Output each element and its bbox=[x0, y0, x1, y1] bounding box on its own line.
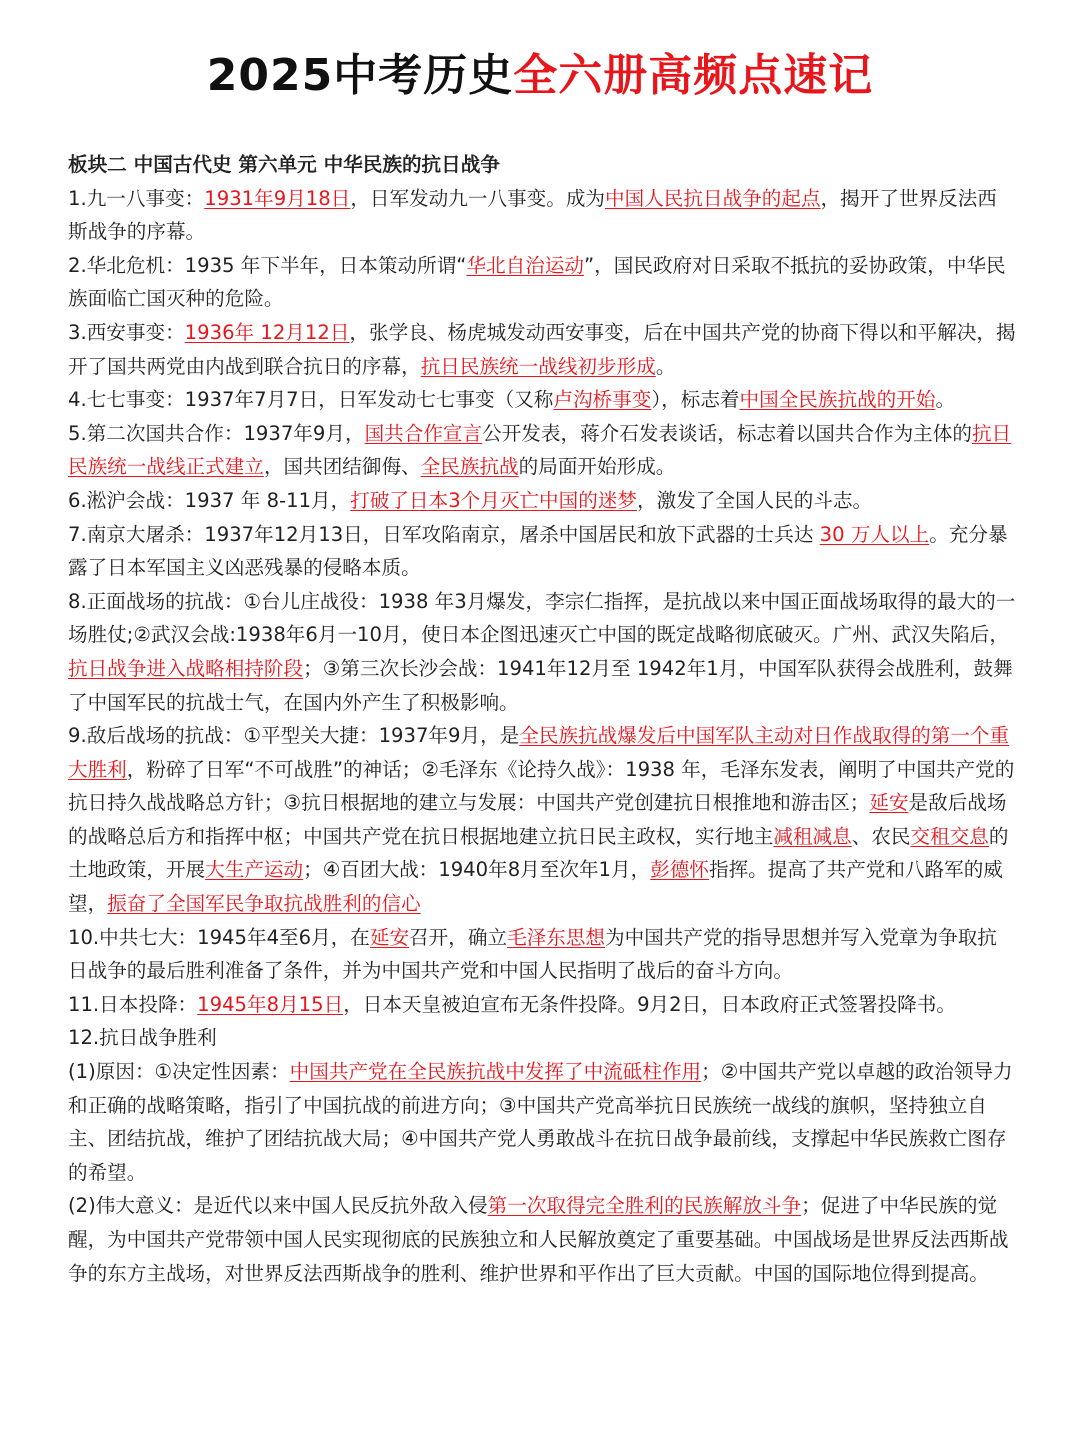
knowledge-point bbox=[68, 1021, 1016, 1055]
point-text: ，激发了全国人民的斗志。 bbox=[637, 488, 873, 512]
key-term-highlight: 1945年8月15日 bbox=[197, 992, 344, 1016]
key-term-highlight: 全民族抗战 bbox=[420, 455, 519, 479]
knowledge-point bbox=[68, 1055, 1016, 1189]
knowledge-point bbox=[68, 417, 1016, 484]
key-term-highlight: 延安 bbox=[369, 925, 410, 949]
title-highlight: 全六册高频点速记 bbox=[513, 50, 874, 101]
point-text: ，日本天皇被迫宣布无条件投降。9月2日，日本政府正式签署投降书。 bbox=[343, 992, 956, 1016]
point-text: 的局面开始形成。 bbox=[518, 455, 676, 479]
point-text: (2)伟大意义：是近代以来中国人民反抗外敌入侵 bbox=[68, 1194, 488, 1218]
knowledge-point bbox=[68, 988, 1016, 1022]
key-term-highlight: 第一次取得完全胜利的民族解放斗争 bbox=[487, 1194, 802, 1218]
knowledge-point bbox=[68, 1189, 1016, 1290]
page-title bbox=[0, 40, 1080, 112]
key-term-highlight: 打破了日本3个月灭亡中国的迷梦 bbox=[350, 488, 638, 512]
point-text: 3.西安事变： bbox=[68, 320, 185, 344]
key-term-highlight: 延安 bbox=[869, 791, 909, 815]
section-heading: 板块二 中国古代史 第六单元 中华民族的抗日战争 bbox=[68, 153, 500, 176]
key-term-highlight: 中国人民抗日战争的起点 bbox=[605, 186, 821, 210]
key-term-highlight: 彭德怀 bbox=[650, 858, 709, 882]
knowledge-point bbox=[68, 921, 1016, 988]
point-text: 是敌后战场的战略总后方和指挥中枢；中国共产党在抗日根据地建立抗日民主政权，实行地主 bbox=[68, 791, 1007, 848]
point-text: 6.淞沪会战：1937 年 8-11月， bbox=[68, 488, 351, 512]
point-text: ，揭开了世界反法西斯战争的序幕。 bbox=[68, 186, 997, 244]
point-text: 1.九一八事变： bbox=[68, 186, 205, 210]
point-text: ；②中国共产党以卓越的政治领导力和正确的战略策略，指引了中国抗战的前进方向；③中国共产党高举抗日民族统一战线的旗帜，坚持独立自主、团结抗战，维护了团结抗战大局；④中国共产党人勇敢战斗在抗日战争最前线，支撑起中华民族救亡图存的希望。 bbox=[68, 1060, 1013, 1184]
point-text: 为中国共产党的指导思想并写入党章为争取抗日战争的最后胜利准备了条件，并为中国共产党和中国人民指明了战后的奋斗方向。 bbox=[68, 925, 997, 983]
key-term-highlight: 国共合作宣言 bbox=[364, 421, 483, 445]
key-term-highlight: 华北自治运动 bbox=[466, 253, 585, 277]
key-term-highlight: 大生产运动 bbox=[205, 858, 304, 882]
point-text: 、农民 bbox=[851, 824, 911, 848]
point-text: 公开发表，蒋介石发表谈话，标志着以国共合作为主体的 bbox=[482, 421, 972, 445]
point-text: 。 bbox=[935, 388, 956, 412]
knowledge-point bbox=[68, 316, 1016, 383]
title-prefix: 2025中考历史 bbox=[206, 50, 514, 101]
point-text: 指挥。提高了共产党和八路军的威望， bbox=[68, 858, 1003, 916]
knowledge-point bbox=[68, 719, 1016, 921]
key-term-highlight: 1936年 12月12日 bbox=[184, 320, 350, 344]
key-term-highlight: 交租交息 bbox=[910, 824, 989, 848]
knowledge-point bbox=[68, 585, 1016, 719]
point-text: ，国共团结御侮、 bbox=[263, 455, 421, 479]
key-term-highlight: 1931年9月18日 bbox=[204, 186, 351, 210]
point-text: 4.七七事变：1937年7月7日，日军发动七七事变（又称 bbox=[68, 388, 554, 412]
key-term-highlight: 振奋了全国军民争取抗战胜利的信心 bbox=[107, 892, 421, 916]
point-text: ，张学良、杨虎城发动西安事变，后在中国共产党的协商下得以和平解决，揭开了国共两党由内战到联合抗日的序幕， bbox=[68, 320, 1016, 378]
points-list bbox=[68, 182, 1016, 1291]
point-text: 2.华北危机：1935 年下半年，日本策动所谓“ bbox=[68, 253, 467, 277]
point-text: (1)原因：①决定性因素： bbox=[68, 1060, 290, 1084]
point-text: 9.敌后战场的抗战：①平型关大捷：1937年9月，是 bbox=[68, 724, 520, 748]
point-text: 7.南京大屠杀：1937年12月13日，日军攻陷南京，屠杀中国居民和放下武器的士兵达 bbox=[68, 522, 820, 546]
point-text: 。 bbox=[655, 354, 676, 378]
point-text: 12.抗日战争胜利 bbox=[68, 1026, 217, 1050]
knowledge-point bbox=[68, 484, 1016, 518]
knowledge-point bbox=[68, 249, 1016, 316]
point-text: 8.正面战场的抗战：①台儿庄战役：1938 年3月爆发，李宗仁指挥，是抗战以来中国正面战场取得的最大的一场胜仗;②武汉会战:1938年6月一10月，使日本企图迅速灭亡中国的既定战略彻底破灭。广州、武汉失陷后， bbox=[68, 589, 1016, 647]
point-text: 。充分暴露了日本军国主义凶恶残暴的侵略本质。 bbox=[68, 522, 1008, 580]
notes-content bbox=[68, 148, 1016, 1290]
key-term-highlight: 全民族抗战爆发后中国军队主动对日作战取得的第一个重大胜利 bbox=[68, 724, 1010, 781]
point-text: ，粉碎了日军“不可战胜”的神话；②毛泽东《论持久战》：1938 年，毛泽东发表，阐明了中国共产党的抗日持久战战略总方针；③抗日根据地的建立与发展：中国共产党创建抗日根推地和游击区； bbox=[68, 757, 1015, 815]
key-term-highlight: 抗日民族统一战线正式建立 bbox=[68, 421, 1012, 479]
point-text: ；④百团大战：1940年8月至次年1月， bbox=[303, 858, 651, 882]
knowledge-point bbox=[68, 518, 1016, 585]
key-term-highlight: 卢沟桥事变 bbox=[553, 388, 652, 412]
key-term-highlight: 中国共产党在全民族抗战中发挥了中流砥柱作用 bbox=[289, 1060, 702, 1084]
key-term-highlight: 毛泽东思想 bbox=[507, 925, 606, 949]
point-text: ；③第三次长沙会战：1941年12月至 1942年1月，中国军队获得会战胜利，鼓舞了中国军民的抗战士气，在国内外产生了积极影响。 bbox=[68, 656, 1013, 714]
point-text: ；促进了中华民族的觉醒，为中国共产党带领中国人民实现彻底的民族独立和人民解放奠定了重要基础。中国战场是世界反法西斯战争的东方主战场，对世界反法西斯战争的胜利、维护世界和平作出了巨大贡献。中国的国际地位得到提高。 bbox=[68, 1194, 1009, 1285]
knowledge-point bbox=[68, 383, 1016, 417]
key-term-highlight: 30 万人以上 bbox=[819, 522, 930, 546]
point-text: ，日军发动九一八事变。成为 bbox=[350, 186, 606, 210]
key-term-highlight: 减租减息 bbox=[773, 824, 852, 848]
point-text: ”，国民政府对日采取不抵抗的妥协政策，中华民族面临亡国灭种的危险。 bbox=[68, 253, 1006, 311]
key-term-highlight: 抗日战争进入战略相持阶段 bbox=[68, 656, 304, 680]
point-text: 的土地政策，开展 bbox=[68, 824, 1009, 882]
key-term-highlight: 中国全民族抗战的开始 bbox=[739, 388, 936, 412]
point-text: 10.中共七大：1945年4至6月，在 bbox=[68, 925, 370, 949]
point-text: ），标志着 bbox=[651, 388, 740, 412]
point-text: 召开，确立 bbox=[409, 925, 508, 949]
point-text: 5.第二次国共合作：1937年9月， bbox=[68, 421, 365, 445]
knowledge-point bbox=[68, 182, 1016, 249]
key-term-highlight: 抗日民族统一战线初步形成 bbox=[420, 354, 656, 378]
point-text: 11.日本投降： bbox=[68, 992, 198, 1016]
